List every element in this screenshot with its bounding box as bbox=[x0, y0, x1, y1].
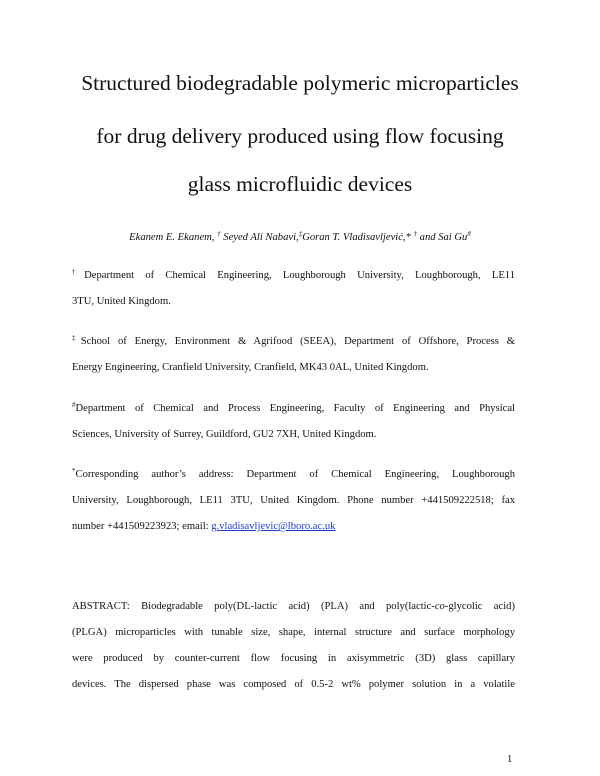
author-gu-mark: # bbox=[467, 230, 471, 238]
abstract-italic-co: co bbox=[434, 601, 445, 612]
abstract bbox=[72, 594, 515, 698]
abstract-line: devices. The dispersed phase was composed of 0.5-2 wt% polymer solution in a volatile bbox=[72, 679, 515, 690]
abstract-line: were produced by counter-current flow focusing in axisymmetric (3D) glass capillary bbox=[72, 653, 515, 664]
email-link[interactable]: g.vladisavljevic@lboro.ac.uk bbox=[211, 521, 336, 532]
abstract-line bbox=[72, 594, 515, 620]
affiliation-mark: † bbox=[72, 268, 85, 276]
affiliation-text: Department of Chemical and Process Engineering, Faculty of Engineering and Physical bbox=[75, 403, 515, 414]
affiliation-surrey bbox=[72, 396, 515, 448]
correspondence-line: University, Loughborough, LE11 3TU, United Kingdom. Phone number +441509222518; fax bbox=[72, 495, 515, 506]
affiliation-line: Energy Engineering, Cranfield University, Cranfield, MK43 0AL, United Kingdom. bbox=[72, 362, 429, 373]
abstract-text: ABSTRACT: Biodegradable poly(DL-lactic acid) (PLA) and poly(lactic- bbox=[72, 601, 435, 612]
title-line-3: glass microfluidic devices bbox=[187, 172, 413, 196]
affiliation-line: 3TU, United Kingdom. bbox=[72, 296, 171, 307]
correspondence-text: number +441509223923; email: bbox=[72, 521, 212, 532]
corresponding-author bbox=[72, 462, 515, 540]
author-vladisavljevic: Goran T. Vladisavljević,* bbox=[302, 232, 411, 243]
author-list bbox=[60, 232, 540, 243]
affiliation-line bbox=[72, 263, 515, 289]
affiliation-line: Sciences, University of Surrey, Guildford, GU2 7XH, United Kingdom. bbox=[72, 429, 377, 440]
author-ekanem: Ekanem E. Ekanem, bbox=[129, 232, 215, 243]
affiliation-text: School of Energy, Environment & Agrifood (SEEA), Department of Offshore, Process & bbox=[80, 336, 515, 347]
title-line-2: for drug delivery produced using flow focusing bbox=[96, 124, 504, 148]
author-gu: and Sai Gu bbox=[419, 232, 468, 243]
affiliation-text: Department of Chemical Engineering, Loughborough University, Loughborough, LE11 bbox=[84, 270, 516, 281]
author-nabavi-mark: ‡ bbox=[298, 230, 303, 238]
affiliation-line bbox=[72, 329, 515, 355]
author-nabavi: Seyed Ali Nabavi, bbox=[223, 232, 299, 243]
correspondence-line bbox=[72, 462, 515, 488]
correspondence-line bbox=[72, 514, 515, 540]
affiliation-mark: ‡ bbox=[72, 334, 81, 342]
affiliation-mark: # bbox=[72, 401, 76, 409]
abstract-text: -glycolic acid) bbox=[444, 601, 515, 612]
author-ekanem-mark: † bbox=[217, 230, 221, 238]
affiliation-loughborough bbox=[72, 263, 515, 315]
page-number: 1 bbox=[507, 754, 513, 765]
title-line-1: Structured biodegradable polymeric microparticles bbox=[81, 71, 519, 95]
correspondence-mark: * bbox=[72, 467, 76, 475]
correspondence-text: Corresponding author’s address: Department of Chemical Engineering, Loughborough bbox=[75, 469, 515, 480]
affiliation-line bbox=[72, 396, 515, 422]
affiliation-cranfield bbox=[72, 329, 515, 381]
author-vladisavljevic-mark: † bbox=[413, 230, 418, 238]
abstract-line: (PLGA) microparticles with tunable size, shape, internal structure and surface morphology bbox=[72, 627, 515, 638]
